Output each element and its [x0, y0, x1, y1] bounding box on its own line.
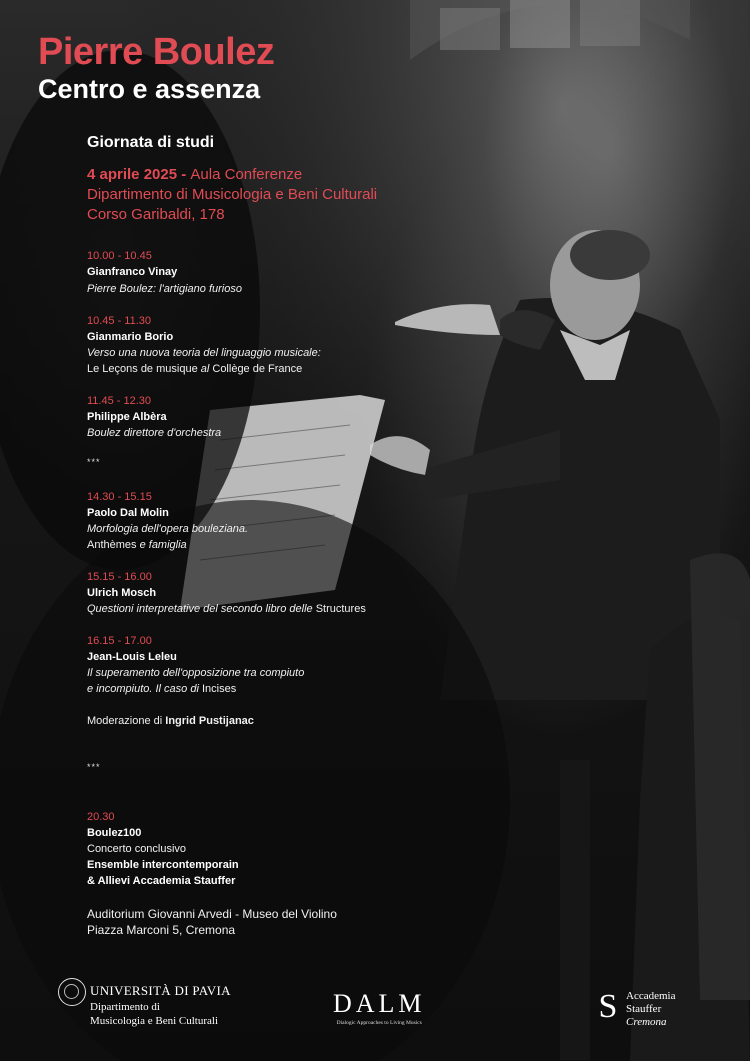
- concert-performers: Ensemble intercontemporain: [87, 859, 239, 871]
- session-speaker: Ulrich Mosch: [87, 587, 157, 599]
- concert-venue: Auditorium Giovanni Arvedi - Museo del Violino: [87, 907, 337, 921]
- stauffer-name: Stauffer: [626, 1003, 662, 1015]
- session-title: [87, 603, 366, 615]
- session-title-part: al: [197, 363, 213, 375]
- session-time: 14.30 - 15.15: [87, 491, 152, 503]
- session-title-continued: [87, 363, 302, 375]
- session-title: Il superamento dell'opposizione tra compiuto: [87, 667, 305, 679]
- session-title: Verso una nuova teoria del linguaggio musicale:: [87, 347, 321, 359]
- moderation-label: Moderazione di: [87, 715, 166, 727]
- session-time: 15.15 - 16.00: [87, 571, 152, 583]
- university-department: Musicologia e Beni Culturali: [90, 1015, 219, 1027]
- session-time: 16.15 - 17.00: [87, 635, 152, 647]
- session-title-part: Incises: [201, 683, 237, 695]
- session-speaker: Gianfranco Vinay: [87, 266, 178, 278]
- session-time: 11.45 - 12.30: [87, 395, 152, 407]
- session-title-part: Le Leçons de musique: [87, 363, 198, 375]
- stauffer-name: Accademia: [626, 990, 676, 1002]
- event-department: Dipartimento di Musicologia e Beni Culturali: [87, 186, 378, 203]
- section-separator: ***: [87, 762, 101, 772]
- dalm-wordmark: DALM: [333, 989, 426, 1018]
- event-subtitle: Centro e assenza: [38, 74, 261, 104]
- university-crest-icon: [58, 978, 86, 1006]
- session-title: Boulez direttore d'orchestra: [87, 427, 222, 439]
- university-name: UNIVERSITÀ DI PAVIA: [90, 983, 231, 998]
- event-type: Giornata di studi: [87, 134, 215, 151]
- university-department: Dipartimento di: [90, 1001, 160, 1013]
- concert-time: 20.30: [87, 811, 115, 823]
- session-title-part: Anthèmes: [87, 539, 137, 551]
- session-title-part: e famiglia: [136, 539, 187, 551]
- event-title: Pierre Boulez: [38, 31, 275, 73]
- session-title: Pierre Boulez: l'artigiano furioso: [87, 283, 242, 295]
- moderation-line: [87, 715, 254, 727]
- session-speaker: Jean-Louis Leleu: [87, 651, 177, 663]
- concert-name: Boulez100: [87, 827, 142, 839]
- session-title-part: Collège de France: [212, 363, 303, 375]
- session-time: 10.45 - 11.30: [87, 315, 152, 327]
- session-title-part: Structures: [315, 603, 366, 615]
- moderator-name: Ingrid Pustijanac: [165, 715, 254, 727]
- session-title-part: Questioni interpretative del secondo libro delle: [87, 603, 316, 615]
- date-separator: -: [177, 166, 191, 183]
- dalm-tagline: Dialogic Approaches to Living Musics: [336, 1020, 422, 1026]
- concert-description: Concerto conclusivo: [87, 843, 187, 855]
- session-speaker: Paolo Dal Molin: [87, 507, 169, 519]
- concert-performers: & Allievi Accademia Stauffer: [87, 875, 236, 887]
- session-title-continued: [87, 683, 236, 695]
- section-separator: ***: [87, 457, 101, 467]
- event-room: Aula Conferenze: [190, 166, 303, 183]
- session-time: 10.00 - 10.45: [87, 250, 152, 262]
- event-date-place: [87, 166, 302, 183]
- event-address: Corso Garibaldi, 178: [87, 206, 225, 223]
- session-title: Morfologia dell'opera bouleziana.: [87, 523, 249, 535]
- stauffer-city: Cremona: [626, 1016, 667, 1028]
- session-speaker: Gianmario Borio: [87, 331, 174, 343]
- concert-venue-address: Piazza Marconi 5, Cremona: [87, 923, 236, 937]
- session-speaker: Philippe Albèra: [87, 411, 167, 423]
- session-title-continued: [87, 539, 187, 551]
- dalm-logo: [333, 990, 426, 1026]
- event-date: 4 aprile 2025: [87, 166, 178, 183]
- session-title-part: e incompiuto. Il caso di: [87, 683, 202, 695]
- stauffer-s-icon: S: [598, 988, 618, 1025]
